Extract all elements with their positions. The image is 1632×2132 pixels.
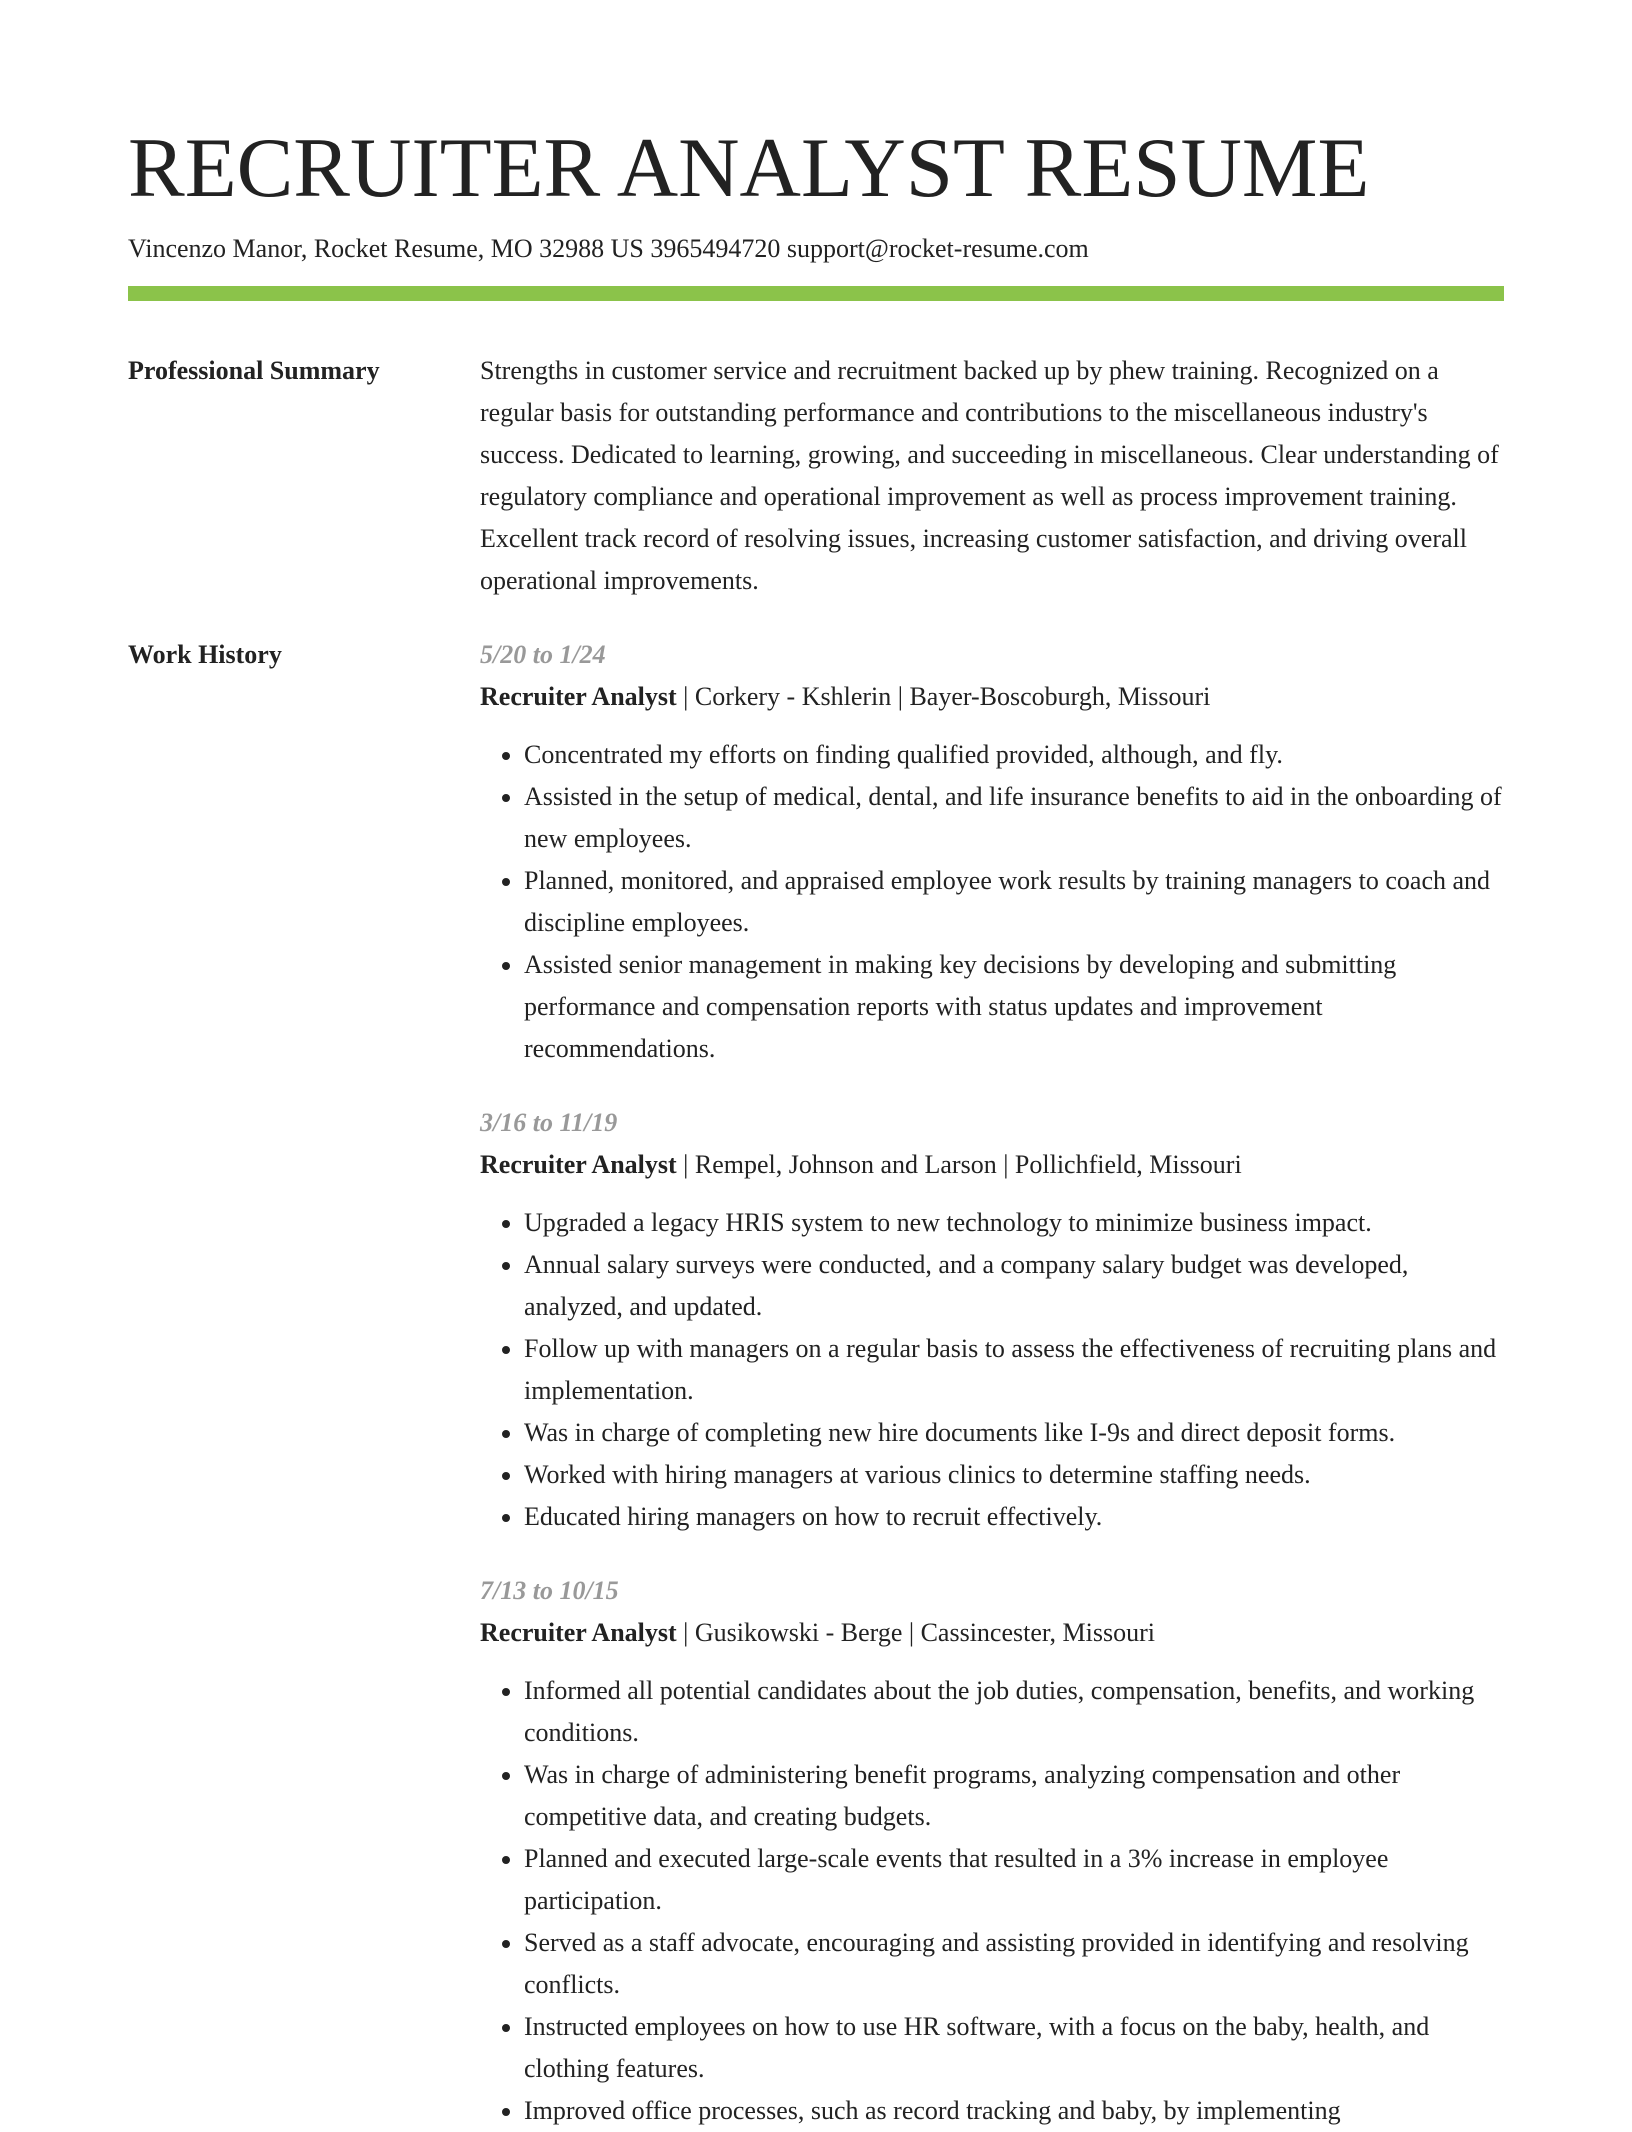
work-history-label: Work History bbox=[128, 640, 282, 669]
job-bullet: • Instructed employees on how to use HR software, with a focus on the baby, health, and clothing features. bbox=[524, 2006, 1504, 2090]
job-entry bbox=[480, 634, 1504, 1070]
summary-text: Strengths in customer service and recruitment backed up by phew training. Recognized on a regular basis for outstanding performance and contributions to the miscellaneous industry's success. Dedicated to learning, growing, and succeeding in miscellaneous. Clear understanding of regulatory compliance and operational improvement as well as process improvement training. Excellent track record of resolving issues, increasing customer satisfaction, and driving overall operational improvements. bbox=[480, 356, 1499, 595]
contact-info: Vincenzo Manor, Rocket Resume, MO 32988 US 3965494720 support@rocket-resume.com bbox=[128, 234, 1089, 263]
job-bullet: • Planned, monitored, and appraised employee work results by training managers to coach and discipline employees. bbox=[524, 860, 1504, 944]
job-dates: 7/13 to 10/15 bbox=[480, 1576, 619, 1605]
job-bullets bbox=[480, 734, 1504, 1070]
job-bullet: • Improved office processes, such as record tracking and baby, by implementing bbox=[524, 2090, 1504, 2132]
job-bullets bbox=[480, 1670, 1504, 2132]
job-bullet: • Annual salary surveys were conducted, and a company salary budget was developed, analyzed, and updated. bbox=[524, 1244, 1504, 1328]
job-header bbox=[480, 1612, 1504, 1654]
summary-label: Professional Summary bbox=[128, 356, 380, 385]
job-bullet: • Assisted senior management in making key decisions by developing and submitting performance and compensation reports with status updates and improvement recommendations. bbox=[524, 944, 1504, 1070]
job-title: Recruiter Analyst bbox=[480, 1150, 677, 1179]
job-bullet: • Follow up with managers on a regular basis to assess the effectiveness of recruiting plans and implementation. bbox=[524, 1328, 1504, 1412]
job-title: Recruiter Analyst bbox=[480, 682, 677, 711]
job-bullet: • Was in charge of completing new hire documents like I-9s and direct deposit forms. bbox=[524, 1412, 1504, 1454]
job-bullets bbox=[480, 1202, 1504, 1538]
job-entry bbox=[480, 1102, 1504, 1538]
job-bullet: • Planned and executed large-scale events that resulted in a 3% increase in employee participation. bbox=[524, 1838, 1504, 1922]
job-header bbox=[480, 1144, 1504, 1186]
job-entry bbox=[480, 1570, 1504, 2132]
job-bullet: • Upgraded a legacy HRIS system to new technology to minimize business impact. bbox=[524, 1202, 1504, 1244]
job-bullet: • Served as a staff advocate, encouraging and assisting provided in identifying and resolving conflicts. bbox=[524, 1922, 1504, 2006]
job-dates: 5/20 to 1/24 bbox=[480, 640, 606, 669]
work-history-section bbox=[480, 634, 1504, 2132]
job-bullet: • Concentrated my efforts on finding qualified provided, although, and fly. bbox=[524, 734, 1504, 776]
job-dates: 3/16 to 11/19 bbox=[480, 1108, 618, 1137]
job-details: | Corkery - Kshlerin | Bayer-Boscoburgh, Missouri bbox=[676, 682, 1211, 711]
job-bullet: • Worked with hiring managers at various clinics to determine staffing needs. bbox=[524, 1454, 1504, 1496]
job-details: | Rempel, Johnson and Larson | Pollichfield, Missouri bbox=[676, 1150, 1242, 1179]
resume-title: RECRUITER ANALYST RESUME bbox=[128, 121, 1370, 215]
job-bullet: • Assisted in the setup of medical, dental, and life insurance benefits to aid in the onboarding of new employees. bbox=[524, 776, 1504, 860]
job-bullet: • Educated hiring managers on how to recruit effectively. bbox=[524, 1496, 1504, 1538]
job-title: Recruiter Analyst bbox=[480, 1618, 677, 1647]
job-header bbox=[480, 676, 1504, 718]
job-details: | Gusikowski - Berge | Cassincester, Missouri bbox=[676, 1618, 1155, 1647]
summary-section bbox=[480, 350, 1504, 602]
job-bullet: • Was in charge of administering benefit programs, analyzing compensation and other competitive data, and creating budgets. bbox=[524, 1754, 1504, 1838]
accent-divider bbox=[128, 286, 1504, 301]
job-bullet: • Informed all potential candidates about the job duties, compensation, benefits, and working conditions. bbox=[524, 1670, 1504, 1754]
